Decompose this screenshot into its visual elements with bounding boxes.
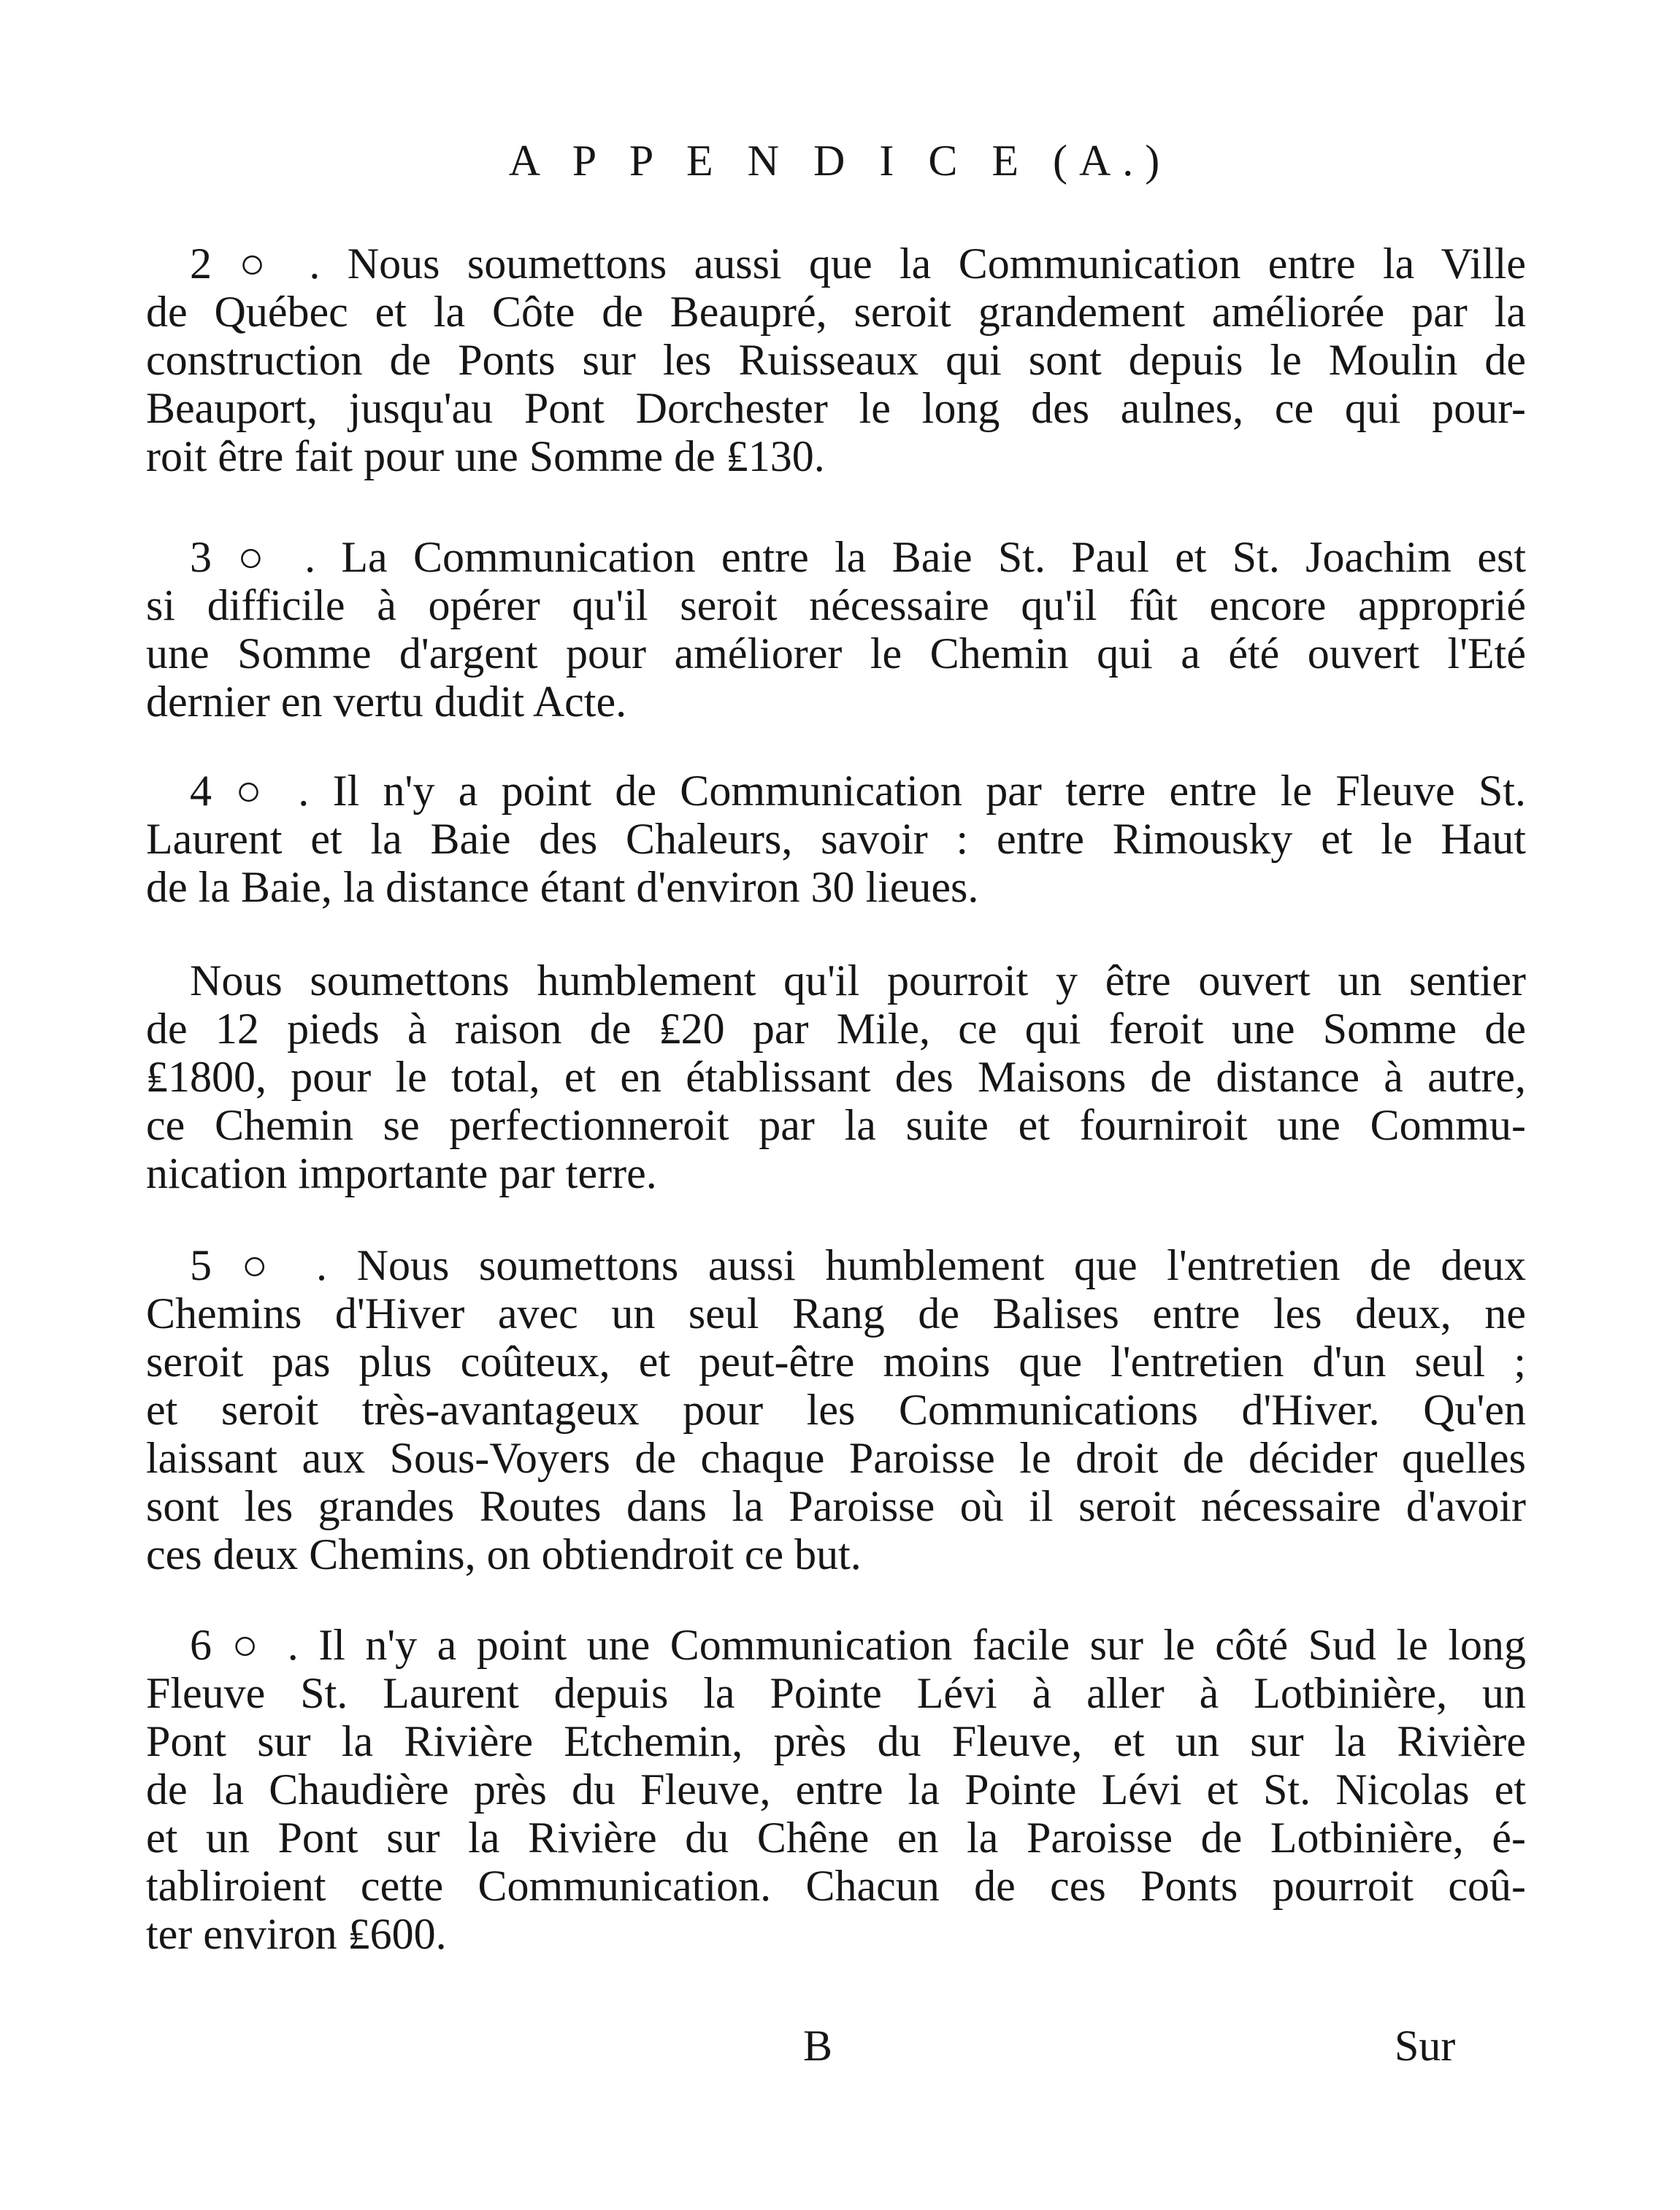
text-line: roit être fait pour une Somme de ₤130. [146,432,825,480]
text-line: ce Chemin se perfectionneroit par la suite et fourniroit une Commu- [146,1101,1526,1149]
signature-mark: B [803,2022,833,2070]
text-line: ter environ ₤600. [146,1910,447,1958]
text-line: de la Baie, la distance étant d'environ 30 lieues. [146,863,979,911]
paragraph-5 [146,1241,1526,1578]
text-line: sont les grandes Routes dans la Paroisse où il seroit nécessaire d'avoir [146,1482,1526,1530]
running-head: A P P E N D I C E (A.) [508,137,1172,185]
text-line: et un Pont sur la Rivière du Chêne en la Paroisse de Lotbinière, é- [146,1814,1526,1862]
paragraph-6 [146,1621,1526,1958]
text-line: 6 ○ . Il n'y a point une Communication facile sur le côté Sud le long [190,1621,1526,1669]
text-line: nication importante par terre. [146,1149,657,1197]
text-line: 3 ○ . La Communication entre la Baie St. Paul et St. Joachim est [190,533,1526,581]
text-line: tabliroient cette Communication. Chacun de ces Ponts pourroit coû- [146,1862,1526,1910]
text-line: Nous soumettons humblement qu'il pourroit y être ouvert un sentier [190,956,1526,1005]
text-line: de la Chaudière près du Fleuve, entre la Pointe Lévi et St. Nicolas et [146,1765,1526,1814]
text-line: ces deux Chemins, on obtiendroit ce but. [146,1530,862,1578]
text-line: si difficile à opérer qu'il seroit nécessaire qu'il fût encore approprié [146,581,1526,629]
text-line: construction de Ponts sur les Ruisseaux qui sont depuis le Moulin de [146,336,1526,384]
paragraph-4 [146,767,1526,911]
text-line: dernier en vertu dudit Acte. [146,678,627,726]
paragraph-4-continued [146,956,1526,1197]
paragraph-2 [146,239,1526,480]
text-line: Pont sur la Rivière Etchemin, près du Fleuve, et un sur la Rivière [146,1717,1526,1765]
text-line: Chemins d'Hiver avec un seul Rang de Balises entre les deux, ne [146,1289,1526,1338]
catchword: Sur [1395,2022,1456,2070]
paragraph-3 [146,533,1526,726]
text-line: 4 ○ . Il n'y a point de Communication par terre entre le Fleuve St. [190,767,1526,815]
text-line: de 12 pieds à raison de ₤20 par Mile, ce qui feroit une Somme de [146,1005,1526,1053]
text-line: une Somme d'argent pour améliorer le Chemin qui a été ouvert l'Eté [146,629,1526,678]
text-line: laissant aux Sous-Voyers de chaque Paroisse le droit de décider quelles [146,1434,1526,1482]
text-line: Beauport, jusqu'au Pont Dorchester le long des aulnes, ce qui pour- [146,384,1526,432]
text-line: de Québec et la Côte de Beaupré, seroit grandement améliorée par la [146,288,1526,336]
text-line: 5 ○ . Nous soumettons aussi humblement que l'entretien de deux [190,1241,1526,1289]
text-line: Laurent et la Baie des Chaleurs, savoir : entre Rimousky et le Haut [146,815,1526,863]
text-line: seroit pas plus coûteux, et peut-être moins que l'entretien d'un seul ; [146,1338,1526,1386]
text-line: ₤1800, pour le total, et en établissant des Maisons de distance à autre, [146,1053,1526,1101]
text-line: Fleuve St. Laurent depuis la Pointe Lévi à aller à Lotbinière, un [146,1669,1526,1717]
text-line: et seroit très-avantageux pour les Communications d'Hiver. Qu'en [146,1386,1526,1434]
text-line: 2 ○ . Nous soumettons aussi que la Communication entre la Ville [190,239,1526,288]
